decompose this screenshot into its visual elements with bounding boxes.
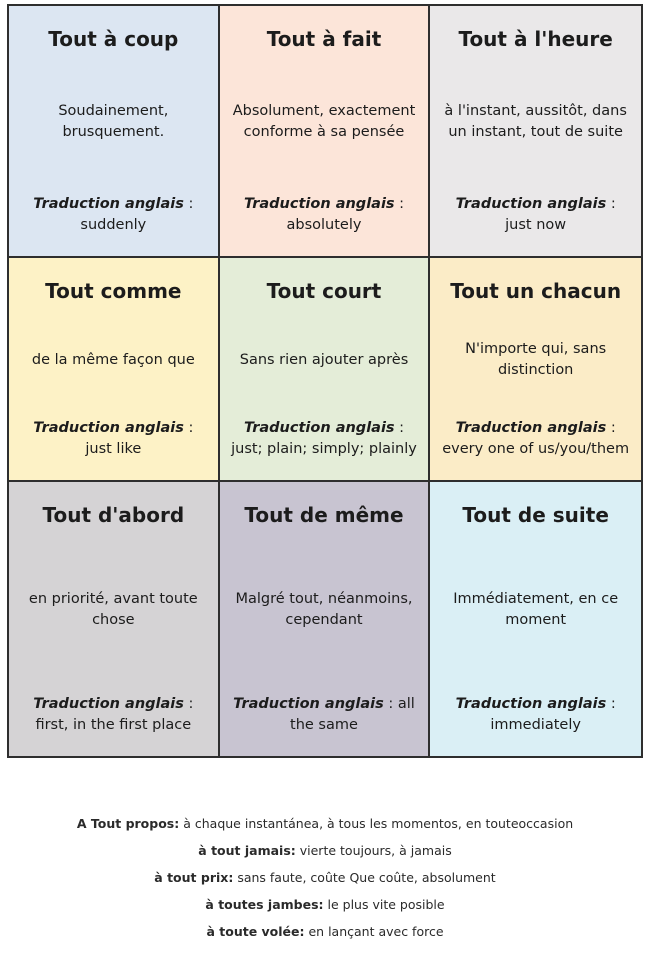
card-definition: Soudainement, brusquement. [58,103,169,141]
expression-card-tout-de-suite [430,482,641,756]
card-title: Tout à coup [48,27,179,51]
translation-separator: : [183,419,194,436]
card-definition: Immédiatement, en ce moment [453,591,619,629]
translation-label: Traduction anglais [233,695,384,712]
translation-text: immediately [490,716,581,733]
expression-card-tout-d-abord [9,482,220,756]
note-a-tout-jamais [0,837,650,864]
expression-card-tout-a-fait [220,6,431,258]
notes-section [0,810,650,945]
card-definition: N'importe qui, sans distinction [465,341,607,379]
note-text: vierte toujours, à jamais [299,843,452,858]
card-translation [438,694,633,736]
card-definition: Absolument, exactement conforme à sa pensée [232,103,416,141]
translation-text: first, in the first place [35,716,192,733]
note-a-toutes-jambes [0,891,650,918]
translation-label: Traduction anglais [455,195,607,212]
card-title: Tout d'abord [42,503,185,527]
translation-label: Traduction anglais [455,419,607,436]
card-title: Tout comme [45,279,182,303]
expression-card-tout-a-coup [9,6,220,258]
translation-separator: : [606,695,616,712]
translation-text: just like [85,440,142,457]
card-translation [438,194,633,236]
card-translation [17,418,210,460]
card-definition: Sans rien ajouter après [239,351,409,368]
card-definition: à l'instant, aussitôt, dans un instant, tout de suite [444,103,627,141]
card-definition: en priorité, avant toute chose [28,591,198,629]
note-text: le plus vite posible [327,897,445,912]
translation-label: Traduction anglais [455,695,607,712]
note-label: A Tout propos: [76,816,180,831]
card-title: Tout de suite [462,503,609,527]
note-text: à chaque instantánea, à tous les momentos, en touteoccasion [183,816,574,831]
translation-label: Traduction anglais [33,195,184,212]
translation-text: all the same [290,695,415,733]
note-label: à tout jamais: [198,843,296,858]
expression-card-tout-de-meme [220,482,431,756]
note-a-tout-propos [0,810,650,837]
expression-card-tout-a-l-heure [430,6,641,258]
translation-text: suddenly [80,216,147,233]
translation-text: absolutely [286,216,362,233]
translation-separator: : [394,419,405,436]
translation-separator: : [606,419,616,436]
card-title: Tout court [266,279,382,303]
note-label: à toute volée: [206,924,305,939]
translation-text: every one of us/you/them [442,440,630,457]
card-definition: de la même façon que [31,351,195,368]
note-a-toute-volee [0,918,650,945]
card-title: Tout à fait [266,27,382,51]
card-translation [228,194,421,236]
translation-separator: : [183,195,194,212]
card-title: Tout un chacun [450,279,622,303]
expression-card-tout-court [220,258,431,482]
tout-expressions-grid [7,4,643,758]
card-translation [438,418,633,460]
translation-label: Traduction anglais [243,419,395,436]
translation-text: just; plain; simply; plainly [231,440,417,457]
translation-label: Traduction anglais [33,419,184,436]
note-a-tout-prix [0,864,650,891]
note-text: sans faute, coûte Que coûte, absolument [237,870,496,885]
translation-separator: : [183,695,194,712]
card-title: Tout à l'heure [458,27,613,51]
translation-separator: : [383,695,398,712]
card-translation [228,694,421,736]
expression-card-tout-un-chacun [430,258,641,482]
card-title: Tout de même [244,503,404,527]
translation-label: Traduction anglais [243,195,395,212]
card-translation [17,694,210,736]
translation-text: just now [505,216,567,233]
note-label: à tout prix: [154,870,234,885]
card-translation [17,194,210,236]
note-text: en lançant avec force [308,924,444,939]
card-translation [228,418,421,460]
translation-separator: : [606,195,616,212]
note-label: à toutes jambes: [205,897,324,912]
card-definition: Malgré tout, néanmoins, cependant [235,591,413,629]
translation-separator: : [394,195,405,212]
translation-label: Traduction anglais [33,695,184,712]
expression-card-tout-comme [9,258,220,482]
